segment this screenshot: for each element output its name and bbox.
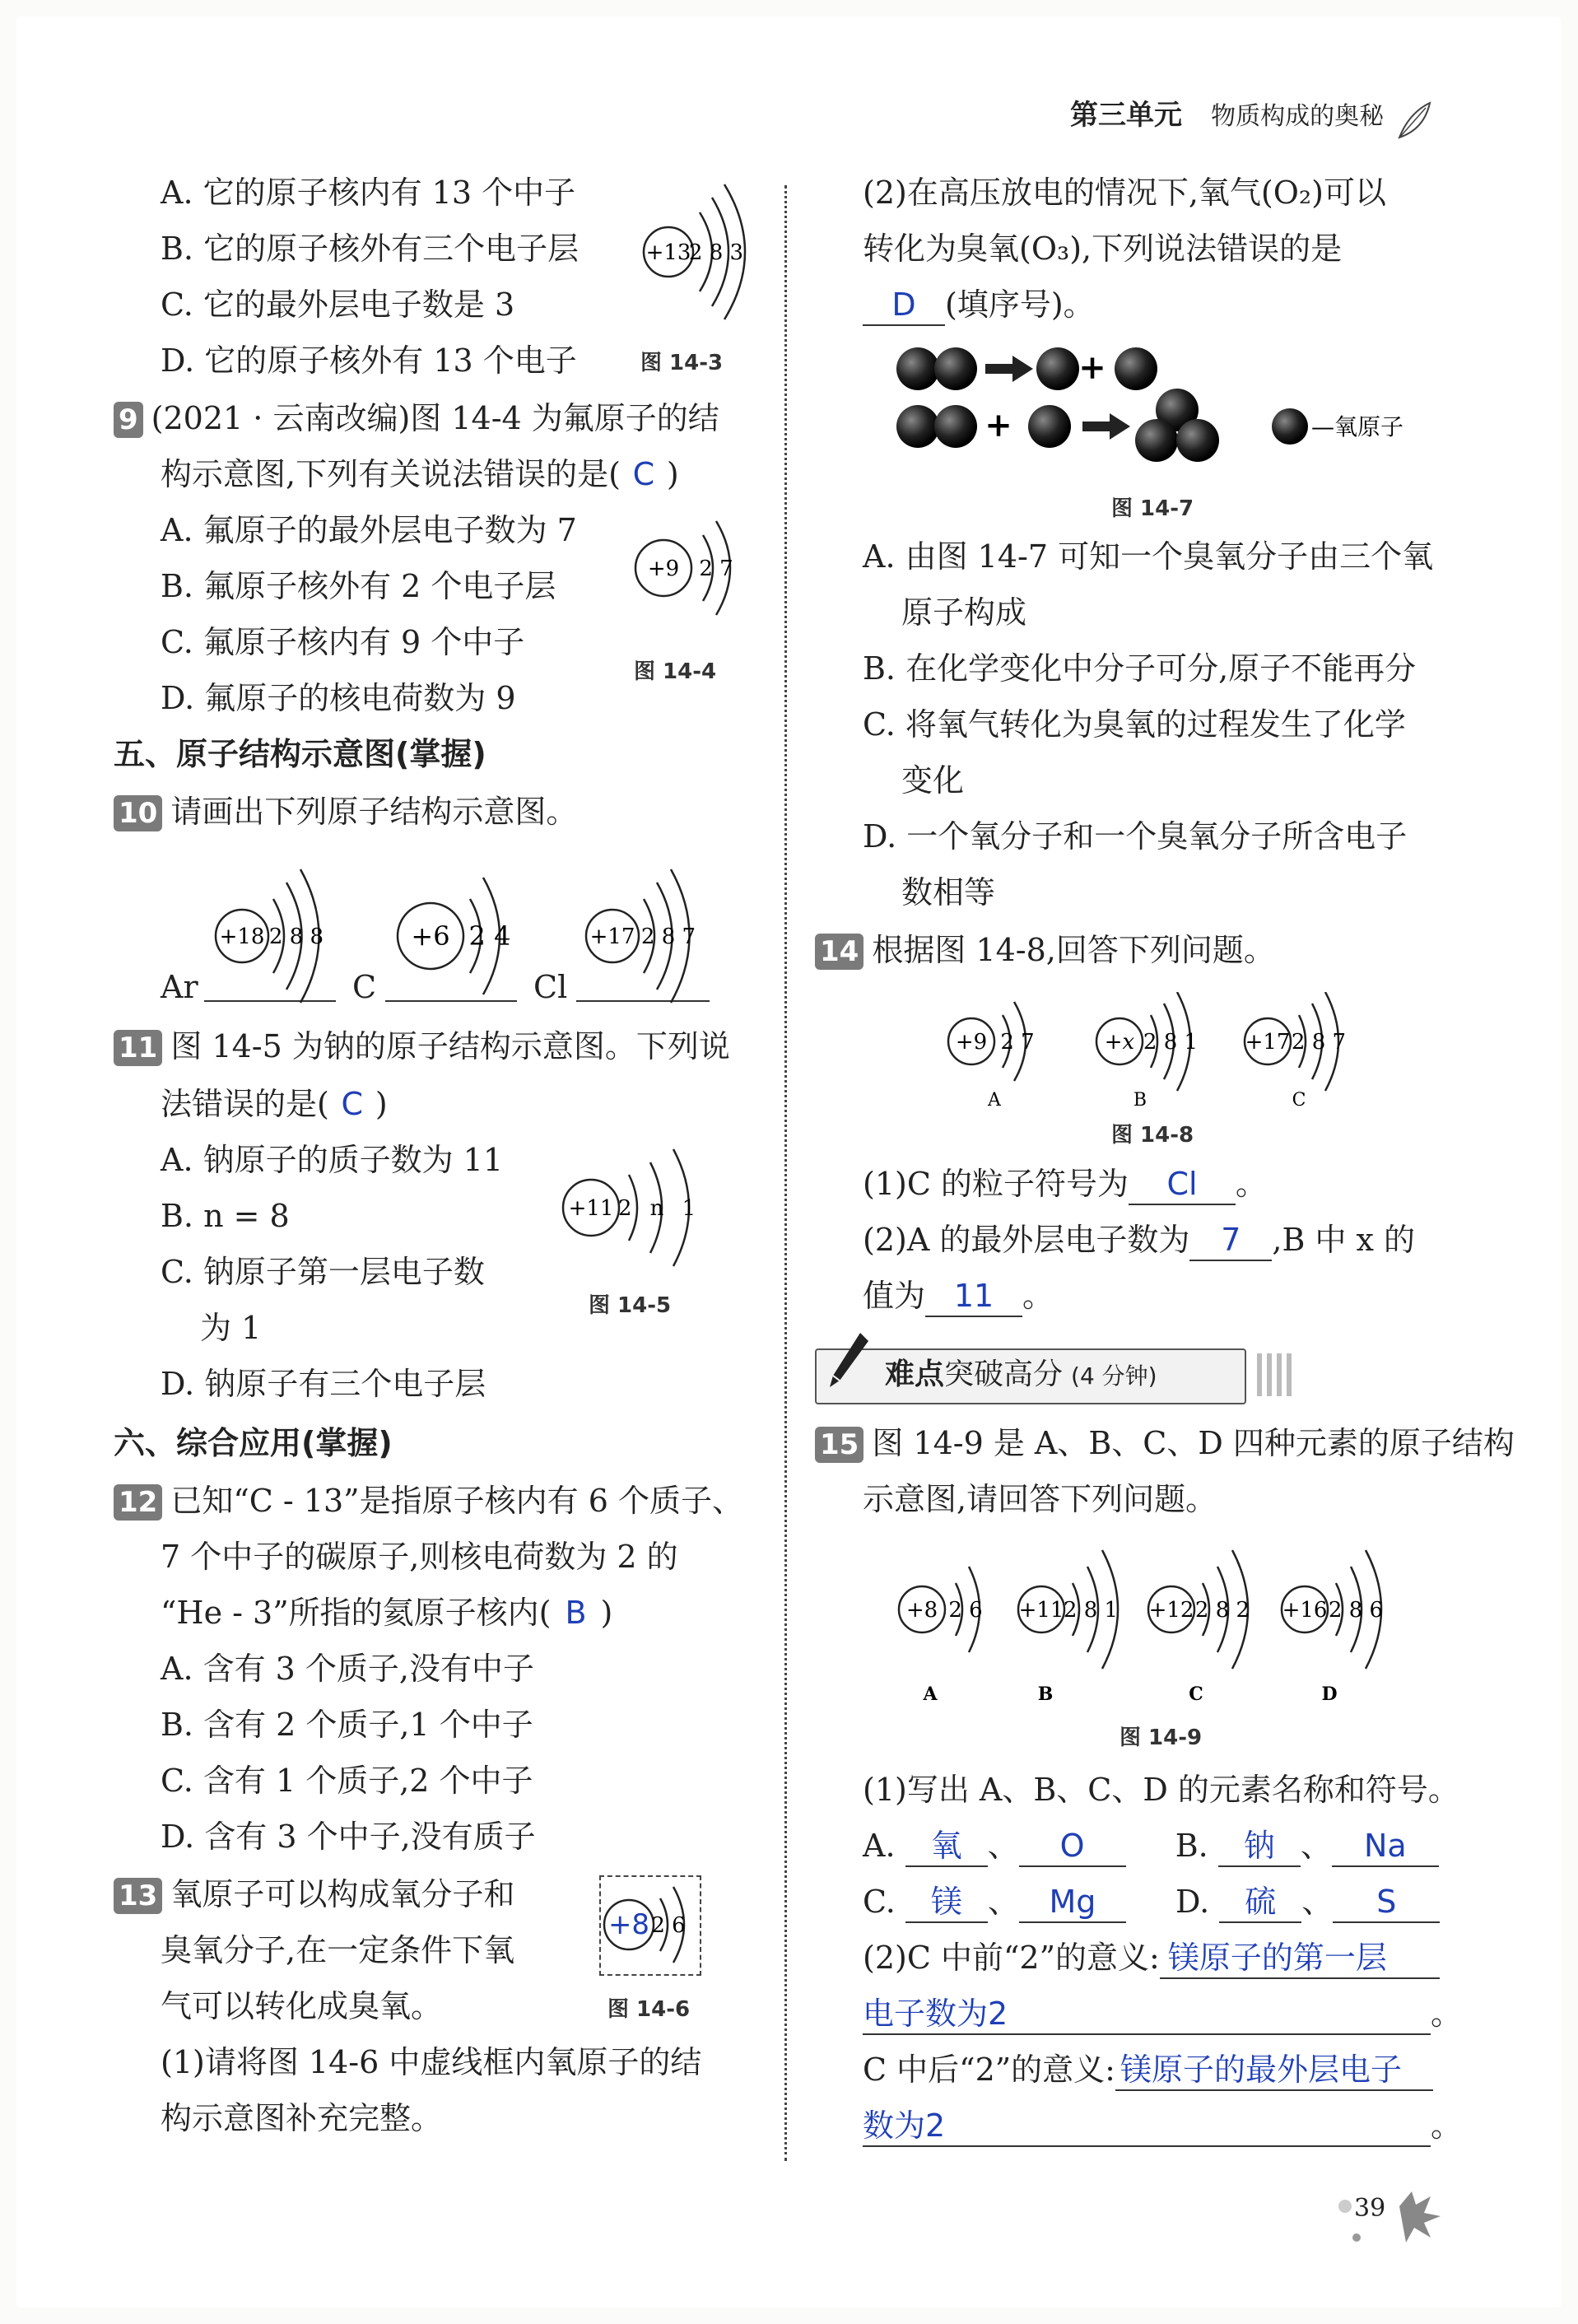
- q11-stem: 图 14-5 为钠的原子结构示意图。下列说: [170, 1028, 730, 1064]
- q10-c-diagram: [391, 866, 523, 1006]
- fig-14-9-caption: 图 14-9: [1119, 1726, 1203, 1750]
- q15-sub2-line2: [863, 1992, 1462, 2035]
- q13-sub1-line1: (1)请将图 14-6 中虚线框内氧原子的结: [161, 2044, 702, 2080]
- q15-stem: 图 14-9 是 A、B、C、D 四种元素的原子结构: [872, 1425, 1515, 1461]
- q11-line1: [114, 1025, 730, 1068]
- q15-line2: 示意图,请回答下列问题。: [863, 1481, 1217, 1517]
- pen-icon: [823, 1330, 873, 1395]
- q15-a-nucleus: +8: [905, 1598, 938, 1623]
- q15-b-letter: B.: [1175, 1828, 1208, 1864]
- q12-stem-3: “He - 3”所指的氦原子核内(: [161, 1595, 552, 1631]
- q13-line2: 臭氧分子,在一定条件下氧: [161, 1932, 515, 1968]
- fig-14-7-diagram: [893, 338, 1486, 469]
- q9-option-d: D. 氟原子的核电荷数为 9: [161, 680, 516, 716]
- q12-option-b: B. 含有 2 个质子,1 个中子: [161, 1707, 533, 1743]
- q12-line2: 7 个中子的碳原子,则核电荷数为 2 的: [161, 1539, 678, 1575]
- q14-a-label: A: [988, 1090, 1001, 1111]
- q15-row-ab: [863, 1824, 1439, 1867]
- q10-ar-nucleus: +18: [219, 924, 265, 949]
- q10-ar-shells: 2 8 8: [268, 924, 324, 949]
- fig-14-7-caption: 图 14-7: [1111, 496, 1194, 521]
- q15-b-sep: 、: [1300, 1828, 1332, 1864]
- q14-sub1-end: 。: [1235, 1166, 1267, 1202]
- q13-line1: [114, 1873, 514, 1916]
- q11-option-a: A. 钠原子的质子数为 11: [161, 1142, 504, 1178]
- q13-sub2-line3: [863, 283, 1095, 326]
- q13-option-d-cont: 数相等: [901, 874, 996, 911]
- q11-option-c: C. 钠原子第一层电子数: [161, 1254, 485, 1290]
- banner-stripes: [1255, 1350, 1305, 1400]
- q14-a-nucleus: +9: [955, 1030, 988, 1055]
- q15-b-shells: 2 8 1: [1063, 1598, 1119, 1623]
- q14-stem: 根据图 14-8,回答下列问题。: [872, 932, 1275, 968]
- fig-14-4-nucleus: +9: [647, 557, 680, 581]
- q15-sub3-text: C 中后“2”的意义:: [863, 2052, 1115, 2088]
- oxygen-atom: [1036, 347, 1079, 390]
- q15-d-sep: 、: [1301, 1884, 1334, 1920]
- q8-option-b: B. 它的原子核外有三个电子层: [161, 231, 580, 267]
- q13-option-c: C. 将氧气转化为臭氧的过程发生了化学: [863, 706, 1406, 743]
- fig-14-6-nucleus: +8: [607, 1908, 650, 1941]
- q15-c-nucleus: +12: [1148, 1598, 1194, 1623]
- q12-line1: [114, 1479, 743, 1522]
- plus-icon: +: [985, 406, 1012, 445]
- q12-paren-close: ): [600, 1595, 613, 1631]
- q13-stem: 氧原子可以构成氧分子和: [170, 1876, 515, 1912]
- q15-line1: [815, 1422, 1515, 1465]
- q10-c-shells: 2 4: [468, 920, 511, 952]
- q14-c-nucleus: +17: [1245, 1030, 1291, 1055]
- fig-14-3-diagram: [634, 179, 766, 324]
- banner-time: (4 分钟): [1071, 1362, 1157, 1390]
- q15-a-label: A: [923, 1684, 938, 1705]
- fig-14-3-nucleus: +13: [645, 240, 691, 265]
- q13-sub2-tail: (填序号)。: [945, 286, 1095, 323]
- oxygen-atom: [1176, 419, 1219, 462]
- q15-sub2: [863, 1936, 1440, 1979]
- q15-b-name[interactable]: 钠: [1218, 1826, 1301, 1867]
- unit-title: 第三单元: [1070, 99, 1182, 132]
- q9-option-a: A. 氟原子的最外层电子数为 7: [161, 512, 577, 548]
- column-divider: [784, 185, 787, 2161]
- fig-14-5-nucleus: +11: [568, 1196, 614, 1221]
- q15-c-letter: C.: [863, 1884, 896, 1920]
- q9-option-c: C. 氟原子核内有 9 个中子: [161, 624, 525, 660]
- q14-b-shells: 2 8 1: [1143, 1030, 1199, 1055]
- oxygen-atom: [896, 347, 939, 390]
- q11-option-b: B. n = 8: [161, 1198, 290, 1234]
- q13-option-d: D. 一个氧分子和一个臭氧分子所含电子: [863, 818, 1408, 855]
- q13-option-b: B. 在化学变化中分子可分,原子不能再分: [863, 650, 1417, 687]
- q11-line2: [161, 1083, 388, 1125]
- oxygen-atom: [896, 405, 939, 448]
- fig-14-4-diagram: [624, 515, 747, 622]
- q10-cl-nucleus: +17: [589, 924, 635, 949]
- fig-14-3-caption: 图 14-3: [640, 351, 724, 375]
- q10-ar-diagram: [206, 866, 337, 1006]
- q12-line3: [161, 1591, 612, 1634]
- oxygen-atom: [934, 405, 977, 448]
- fig-14-4-shells: 2 7: [699, 557, 733, 581]
- oxygen-atom: [1115, 347, 1157, 390]
- fig-14-9-atom-c: [1148, 1550, 1250, 1705]
- q15-d-letter: D.: [1175, 1884, 1210, 1920]
- fig-14-8-atom-c: [1245, 992, 1346, 1111]
- q14-line1: [815, 929, 1275, 971]
- q13-option-a: A. 由图 14-7 可知一个臭氧分子由三个氧: [863, 538, 1434, 575]
- q15-number: 15: [815, 1427, 863, 1463]
- q8-option-d: D. 它的原子核外有 13 个电子: [161, 342, 577, 379]
- q11-number: 11: [114, 1030, 162, 1066]
- q14-sub1-answer[interactable]: Cl: [1129, 1164, 1236, 1205]
- section-6-heading: 六、综合应用(掌握): [114, 1425, 393, 1461]
- fig-14-8-diagram: [938, 992, 1399, 1111]
- fig-14-5-shells: 2 n 1: [617, 1196, 696, 1221]
- q12-option-c: C. 含有 1 个质子,2 个中子: [161, 1763, 533, 1799]
- q15-a-name[interactable]: 氧: [905, 1826, 988, 1867]
- q10-cl-shells: 2 8 7: [640, 924, 696, 949]
- page-number: 39: [1354, 2194, 1386, 2223]
- q9-paren-close: ): [666, 456, 679, 492]
- q14-sub2-line2: [863, 1274, 1054, 1317]
- q15-c-symbol[interactable]: Mg: [1019, 1882, 1126, 1923]
- q10-c-nucleus: +6: [411, 920, 450, 952]
- fig-14-8-atom-a: [948, 1002, 1035, 1111]
- q11-option-d: D. 钠原子有三个电子层: [161, 1366, 486, 1402]
- q10-c-label: C: [352, 969, 377, 1005]
- q10-text: 请画出下列原子结构示意图。: [170, 794, 578, 830]
- q12-number: 12: [114, 1484, 162, 1521]
- q9-option-b: B. 氟原子核外有 2 个电子层: [161, 568, 556, 604]
- q15-sub3: [863, 2048, 1433, 2091]
- fig-14-9-atom-a: [899, 1567, 983, 1705]
- decorative-leaves-icon: [1334, 2173, 1449, 2247]
- banner-bold: 难点: [885, 1358, 945, 1391]
- oxygen-atom: [934, 347, 977, 390]
- q15-sub3-end: 。: [1431, 2107, 1463, 2144]
- q15-c-label: C: [1189, 1684, 1203, 1705]
- q10-cl-label: Cl: [533, 969, 568, 1005]
- fig-14-8-caption: 图 14-8: [1111, 1123, 1194, 1148]
- fig-14-9-atom-b: [1018, 1550, 1118, 1705]
- q11-stem-2: 法错误的是(: [161, 1086, 329, 1122]
- plus-icon: +: [1078, 348, 1106, 387]
- q14-c-label: C: [1292, 1090, 1306, 1111]
- q14-sub1-text: (1)C 的粒子符号为: [863, 1166, 1129, 1202]
- oxygen-atom: [1028, 405, 1071, 448]
- q11-answer[interactable]: C: [341, 1086, 364, 1122]
- q14-a-shells: 2 7: [1000, 1030, 1035, 1055]
- q14-sub2-text-2: 值为: [863, 1278, 926, 1314]
- q14-sub2-mid: ,B 中 x 的: [1272, 1222, 1416, 1258]
- q12-stem: 已知“C - 13”是指原子核内有 6 个质子、: [170, 1483, 743, 1519]
- q14-sub2: [863, 1218, 1415, 1261]
- q13-number: 13: [114, 1878, 162, 1914]
- q11-option-c-cont: 为 1: [200, 1310, 262, 1346]
- q9-line1: [114, 397, 719, 440]
- q15-c-name[interactable]: 镁: [905, 1882, 988, 1923]
- q15-sub2-answer-1[interactable]: 镁原子的第一层: [1160, 1938, 1440, 1979]
- section-5-heading: 五、原子结构示意图(掌握): [114, 736, 486, 772]
- q10-cl-diagram: [576, 866, 712, 1006]
- q15-a-symbol[interactable]: O: [1019, 1826, 1126, 1867]
- q10-stem: [114, 790, 577, 833]
- arrow-icon: [1082, 413, 1130, 440]
- q12-option-a: A. 含有 3 个质子,没有中子: [161, 1651, 535, 1687]
- q14-sub2-end: 。: [1022, 1278, 1054, 1314]
- page-header: [1070, 92, 1434, 146]
- q15-sub3-answer-1[interactable]: 镁原子的最外层电子: [1115, 2050, 1433, 2091]
- q8-option-a: A. 它的原子核内有 13 个中子: [161, 175, 576, 211]
- q14-number: 14: [815, 934, 863, 970]
- q9-stem-2: 构示意图,下列有关说法错误的是(: [161, 456, 621, 492]
- q14-sub2-text: (2)A 的最外层电子数为: [863, 1222, 1190, 1258]
- q13-option-a-cont: 原子构成: [901, 594, 1027, 631]
- q15-a-shells: 2 6: [948, 1598, 983, 1623]
- fig-14-8-atom-b: [1096, 992, 1198, 1111]
- fig-14-4-caption: 图 14-4: [634, 659, 717, 684]
- leaf-icon: [1393, 96, 1434, 146]
- fig-14-5-caption: 图 14-5: [589, 1293, 672, 1318]
- fig-14-6-shells: 2 6: [651, 1913, 686, 1938]
- fig-14-6-diagram: [601, 1879, 698, 1971]
- q15-sub2-text: (2)C 中前“2”的意义:: [863, 1940, 1160, 1976]
- fig-14-7-legend: —氧原子: [1311, 413, 1404, 440]
- q15-sub2-answer-2[interactable]: 电子数为2: [863, 1994, 1431, 2035]
- q15-sub3-answer-2[interactable]: 数为2: [863, 2106, 1431, 2147]
- unit-subtitle: 物质构成的奥秘: [1211, 102, 1385, 131]
- fig-14-9-atom-d: [1282, 1550, 1383, 1705]
- q11-paren-close: ): [375, 1086, 388, 1122]
- q15-sub3-line2: [863, 2104, 1462, 2147]
- fig-14-9-diagram: [893, 1535, 1420, 1708]
- q10-ar-label: Ar: [161, 969, 198, 1005]
- banner-text: [885, 1354, 1157, 1397]
- q14-sub1: [863, 1162, 1267, 1205]
- banner-title: 突破高分: [944, 1358, 1064, 1391]
- q15-d-shells: 2 8 6: [1328, 1598, 1384, 1623]
- q15-b-nucleus: +11: [1018, 1598, 1064, 1623]
- q13-sub1-line2: 构示意图补充完整。: [161, 2100, 443, 2136]
- fig-14-6-caption: 图 14-6: [607, 1997, 691, 2022]
- arrow-icon: [985, 356, 1033, 382]
- q15-a-letter: A.: [863, 1828, 896, 1864]
- q9-number: 9: [114, 402, 143, 438]
- q10-number: 10: [114, 795, 162, 831]
- oxygen-atom: [1135, 419, 1178, 462]
- q15-b-label: B: [1037, 1684, 1054, 1705]
- q13-sub2-line2: 转化为臭氧(O₃),下列说法错误的是: [863, 231, 1343, 267]
- q8-option-c: C. 它的最外层电子数是 3: [161, 286, 515, 323]
- fig-14-5-diagram: [560, 1146, 708, 1269]
- q15-d-symbol[interactable]: S: [1333, 1882, 1440, 1923]
- q14-b-label: B: [1133, 1090, 1147, 1111]
- q14-c-shells: 2 8 7: [1291, 1030, 1347, 1055]
- q15-d-label: D: [1321, 1684, 1338, 1705]
- q14-sub2-answer[interactable]: 7: [1189, 1220, 1272, 1261]
- q13-sub2-line1: (2)在高压放电的情况下,氧气(O₂)可以: [863, 175, 1386, 211]
- q15-d-name[interactable]: 硫: [1219, 1882, 1301, 1923]
- q13-sub2-answer[interactable]: D: [863, 285, 945, 326]
- q15-a-sep: 、: [987, 1828, 1019, 1864]
- q9-line2: [161, 453, 679, 496]
- q15-c-sep: 、: [987, 1884, 1019, 1920]
- q15-sub1: (1)写出 A、B、C、D 的元素名称和符号。: [863, 1772, 1459, 1808]
- q15-d-nucleus: +16: [1282, 1598, 1328, 1623]
- q14-sub2-answer2[interactable]: 11: [925, 1276, 1022, 1317]
- q15-row-cd: [863, 1880, 1440, 1923]
- q15-sub2-end: 。: [1431, 1996, 1463, 2032]
- q13-option-c-cont: 变化: [901, 762, 965, 799]
- q14-b-nucleus: +x: [1104, 1030, 1135, 1055]
- q12-option-d: D. 含有 3 个中子,没有质子: [161, 1819, 536, 1855]
- q13-line3: 气可以转化成臭氧。: [161, 1988, 443, 2024]
- q9-stem: (2021 · 云南改编)图 14-4 为氟原子的结: [151, 400, 719, 436]
- q12-answer[interactable]: B: [565, 1595, 587, 1631]
- legend-oxygen-atom: [1272, 408, 1308, 445]
- q9-answer[interactable]: C: [632, 456, 655, 492]
- q15-b-symbol[interactable]: Na: [1332, 1826, 1439, 1867]
- fig-14-3-shells: 2 8 3: [688, 240, 744, 265]
- q15-c-shells: 2 8 2: [1194, 1598, 1250, 1623]
